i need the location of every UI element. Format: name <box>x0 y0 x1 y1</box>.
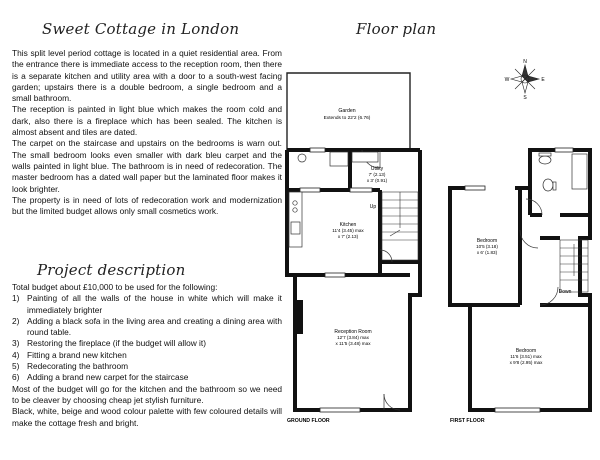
reception-label: Reception Room <box>334 329 372 335</box>
utility-label: Utility <box>370 166 384 172</box>
small-bedroom-label: Bedroom <box>476 238 498 244</box>
first-floor-plan <box>450 148 590 412</box>
utility-dims: 7' (2.13) <box>368 172 386 177</box>
list-number: 4) <box>12 349 20 360</box>
compass-rose-icon <box>511 65 539 93</box>
list-number: 6) <box>12 372 20 383</box>
stairs-up-label: Up <box>369 204 377 210</box>
project-title: Project description <box>37 261 186 279</box>
description-paragraph: This split level period cottage is located in a quiet residential area. From the entrance there is immediate access to the reception room, then there is a separate kitchen and utility area with a door to a south-west facing garden; upstairs there is a double bedroom, a single bedroom and a small bathroom. <box>12 48 282 104</box>
master-bedroom-dims: 11'6 (3.51) max <box>510 354 542 359</box>
master-bedroom-dims: x 9'8 (2.95) max <box>509 360 543 365</box>
reception-dims: 12'7 (3.84) max <box>337 335 369 340</box>
list-text: Fitting a brand new kitchen <box>27 349 127 360</box>
description-paragraph: The property is in need of lots of redecoration work and modernization but the limited budget allows only small cosmetics work. <box>12 194 282 217</box>
compass-s: S <box>523 95 527 101</box>
list-text: Redecorating the bathroom <box>27 361 129 372</box>
list-text: Restoring the fireplace (if the budget will allow it) <box>27 338 207 349</box>
utility-dims: x 3' (0.91) <box>366 178 388 183</box>
reception-dims: x 11'5 (3.48) max <box>335 341 371 346</box>
ground-floor-plan <box>287 73 420 412</box>
project-outro: Black, white, beige and wood colour palette with few coloured details will make the cottage fresh and bright. <box>12 406 282 428</box>
small-bedroom-dims: 10'5 (3.18) <box>476 244 498 249</box>
compass-e: E <box>541 77 545 83</box>
project-outro: Most of the budget will go for the kitchen and the bathroom so we need to be cleaver by choosing cheap jet stylish furniture. <box>12 383 282 405</box>
kitchen-label: Kitchen <box>339 222 357 228</box>
compass-w: W <box>504 77 510 83</box>
list-number: 1) <box>12 293 20 304</box>
ground-floor-label: GROUND FLOOR <box>287 418 330 424</box>
floor-plan-title: Floor plan <box>356 20 437 38</box>
list-text: Adding a black sofa in the living area and creating a dining area with round table. <box>27 315 282 338</box>
kitchen-dims: x 7' (2.13) <box>337 234 359 239</box>
garden-label: Garden <box>338 108 356 114</box>
page-title: Sweet Cottage in London <box>42 20 240 38</box>
description-paragraph: The carpet on the staircase and upstairs on the bedrooms is warn out. The small bedroom looks even smaller with dark bleu carpet and the walls painted in light blue. The bathroom is in need of redecoration. The master bedroom has a dated wall paper but the laminated floor makes it look brighter. <box>12 138 282 194</box>
master-bedroom-label: Bedroom <box>515 348 537 354</box>
stairs-down-label: Down <box>558 289 572 295</box>
list-text: Painting of all the walls of the house in white which will make it immediately brighter <box>27 293 282 315</box>
kitchen-dims: 11'4 (3.45) max <box>332 228 364 233</box>
project-intro: Total budget about £10,000 to be used for the following: <box>12 282 218 292</box>
garden-dims: Extends to 22'2 (6.76) <box>323 116 371 121</box>
description-paragraph: The reception is painted in light blue which makes the room cold and dark, also there is a fireplace which has been sealed. The kitchen is almost absent and tiles are dated. <box>12 104 282 138</box>
small-bedroom-dims: x 6' (1.83) <box>476 250 498 255</box>
list-number: 2) <box>12 315 20 326</box>
first-floor-label: FIRST FLOOR <box>450 418 485 424</box>
list-text: Adding a brand new carpet for the staircase <box>27 372 189 383</box>
list-number: 5) <box>12 361 20 372</box>
list-number: 3) <box>12 338 20 349</box>
compass-n: N <box>523 59 527 65</box>
